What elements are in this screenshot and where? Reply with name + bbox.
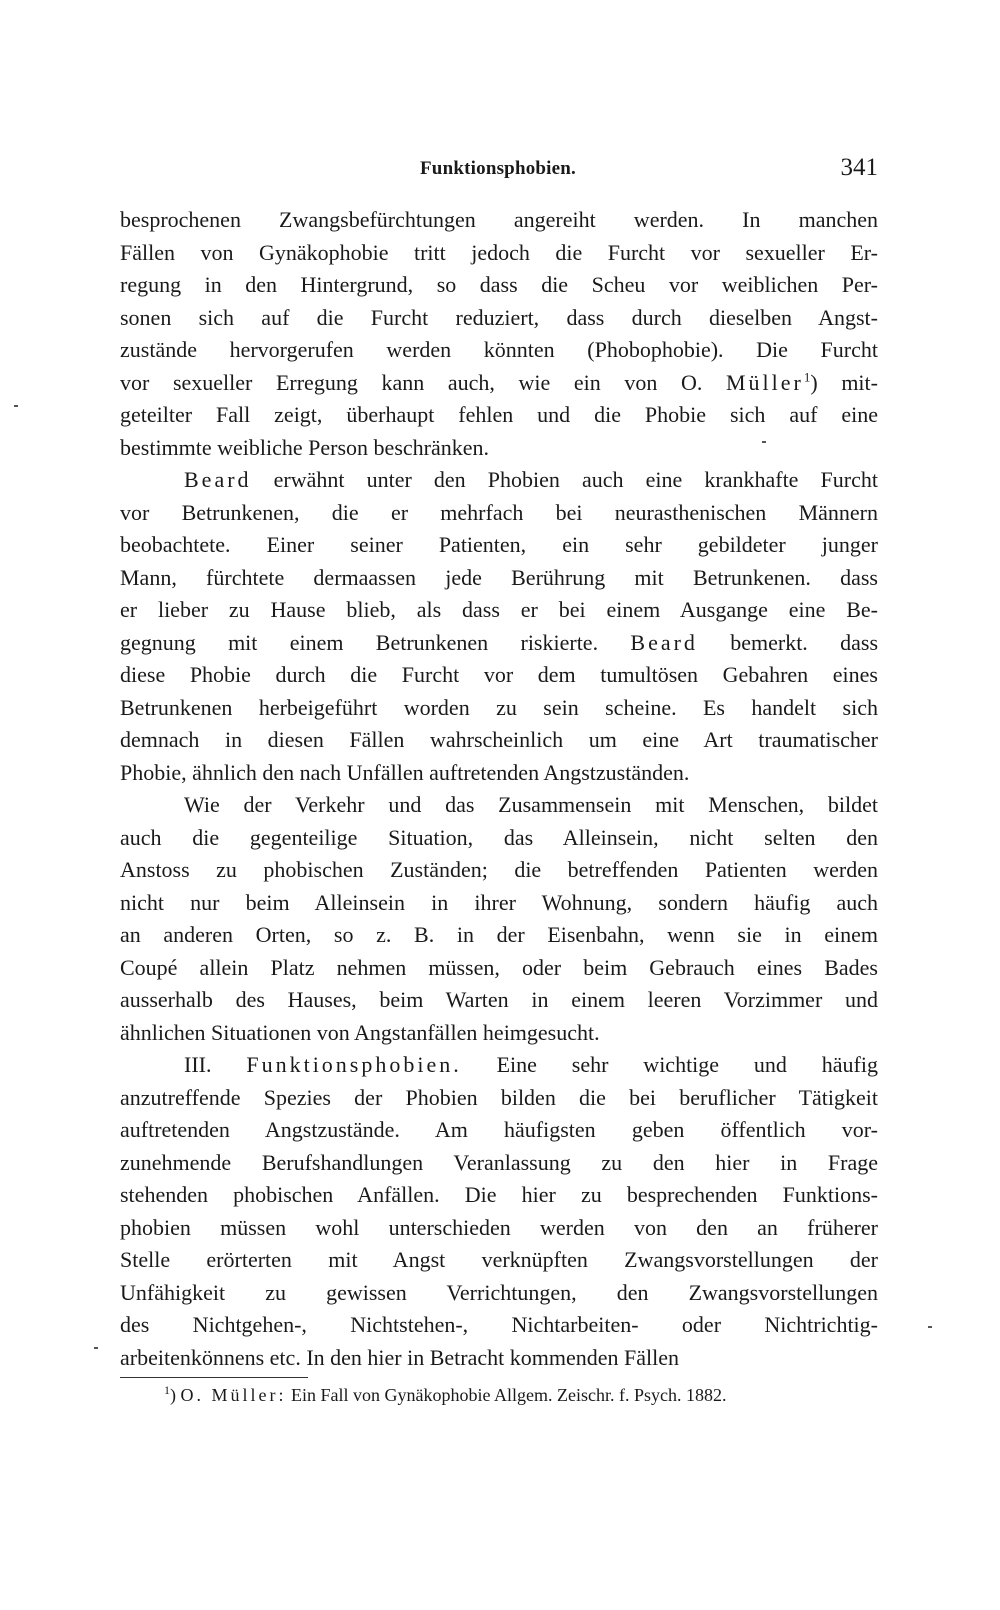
text-fragment: erwähnt unter den Phobien auch eine krankhafte Furcht [251, 467, 878, 492]
text-line: stehenden phobischen Anfällen. Die hier zu besprechenden Funktions- [120, 1182, 878, 1207]
text-line: sonen sich auf die Furcht reduziert, dass durch dieselben Angst- [120, 304, 878, 330]
text-fragment: bemerkt. dass [697, 629, 878, 655]
footnote-author: O. Müller: [180, 1385, 287, 1405]
footnote-mark-paren: ) [170, 1385, 176, 1405]
text-line: Unfähigkeit zu gewissen Verrichtungen, den Zwangsvorstellungen [120, 1279, 878, 1305]
text-line: Phobie, ähnlich den nach Unfällen auftretenden Angstzuständen. [120, 759, 690, 785]
text-line: vor Betrunkenen, die er mehrfach bei neurasthenischen Männern [120, 499, 878, 525]
text-line: an anderen Orten, so z. B. in der Eisenbahn, wenn sie in einem [120, 922, 878, 947]
text-line [120, 367, 878, 400]
text-line [120, 627, 878, 660]
text-line: Wie der Verkehr und das Zusammensein mit Menschen, bildet [184, 792, 878, 817]
text-line: er lieber zu Hause blieb, als dass er bei einem Ausgange eine Be- [120, 597, 878, 622]
margin-mark [928, 1326, 932, 1328]
footnote-reference: 1 [803, 369, 811, 385]
text-line: Fällen von Gynäkophobie tritt jedoch die Furcht vor sexueller Er- [120, 239, 878, 265]
emphasized-name: Beard [630, 629, 698, 655]
text-line: besprochenen Zwangsbefürchtungen angereiht werden. In manchen [120, 207, 878, 232]
margin-mark [14, 405, 18, 407]
body-text [120, 204, 878, 1374]
text-line [120, 464, 878, 497]
text-line: ausserhalb des Hauses, beim Warten in einem leeren Vorzimmer und [120, 987, 878, 1012]
text-line: auftretenden Angstzustände. Am häufigsten geben öffentlich vor- [120, 1117, 878, 1142]
footnote [164, 1380, 880, 1410]
emphasized-name: Müller [725, 369, 804, 395]
text-line: zustände hervorgerufen werden könnten (Phobophobie). Die Furcht [120, 337, 878, 362]
text-fragment: gegnung mit einem Betrunkenen riskierte. [120, 629, 631, 655]
footnote-mark: 1 [164, 1383, 170, 1397]
text-line: arbeitenkönnens etc. In den hier in Betracht kommenden Fällen [120, 1344, 679, 1370]
text-line: Mann, fürchtete dermaassen jede Berührung mit Betrunkenen. dass [120, 564, 878, 590]
running-title: Funktionsphobien. [420, 158, 577, 179]
text-line: geteilter Fall zeigt, überhaupt fehlen und die Phobie sich auf eine [120, 402, 878, 427]
text-line: ähnlichen Situationen von Angstanfällen heimgesucht. [120, 1019, 600, 1045]
text-fragment: vor sexueller Erregung kann auch, wie ein von O. [120, 369, 726, 395]
text-line: zunehmende Berufshandlungen Veranlassung zu den hier in Frage [120, 1149, 878, 1175]
text-line: Betrunkenen herbeigeführt worden zu sein scheine. Es handelt sich [120, 694, 878, 720]
text-fragment: ) mit- [810, 369, 878, 395]
text-line: demnach in diesen Fällen wahrscheinlich um eine Art traumatischer [120, 727, 878, 752]
text-line: des Nichtgehen-, Nichtstehen-, Nichtarbeiten- oder Nichtrichtig- [120, 1312, 878, 1337]
text-line: Anstoss zu phobischen Zuständen; die betreffenden Patienten werden [120, 857, 878, 882]
text-fragment: Eine sehr wichtige und häufig [461, 1052, 878, 1077]
margin-mark [94, 1347, 98, 1349]
text-line: regung in den Hintergrund, so dass die Scheu vor weiblichen Per- [120, 272, 878, 297]
emphasized-name: Beard [184, 467, 252, 492]
text-line: phobien müssen wohl unterschieden werden von den an früherer [120, 1214, 878, 1240]
emphasized-name: Funktionsphobien. [246, 1052, 462, 1077]
text-line: diese Phobie durch die Furcht vor dem tumultösen Gebahren eines [120, 662, 878, 687]
text-line: bestimmte weibliche Person beschränken. [120, 434, 490, 460]
text-line: nicht nur beim Alleinsein in ihrer Wohnung, sondern häufig auch [120, 889, 878, 915]
page-header [120, 154, 878, 190]
text-line: Coupé allein Platz nehmen müssen, oder beim Gebrauch eines Bades [120, 954, 878, 980]
text-fragment: III. [184, 1052, 247, 1077]
text-line: anzutreffende Spezies der Phobien bilden die bei beruflicher Tätigkeit [120, 1084, 878, 1110]
footnote-divider [120, 1377, 308, 1378]
page-number: 341 [840, 154, 878, 181]
text-line: beobachtete. Einer seiner Patienten, ein sehr gebildeter junger [120, 532, 878, 557]
footnote-text: Ein Fall von Gynäkophobie Allgem. Zeischr. f. Psych. 1882. [291, 1385, 727, 1405]
text-line: auch die gegenteilige Situation, das Alleinsein, nicht selten den [120, 824, 878, 850]
text-line [120, 1049, 878, 1082]
text-line: Stelle erörterten mit Angst verknüpften Zwangsvorstellungen der [120, 1247, 878, 1272]
margin-mark [762, 441, 766, 443]
